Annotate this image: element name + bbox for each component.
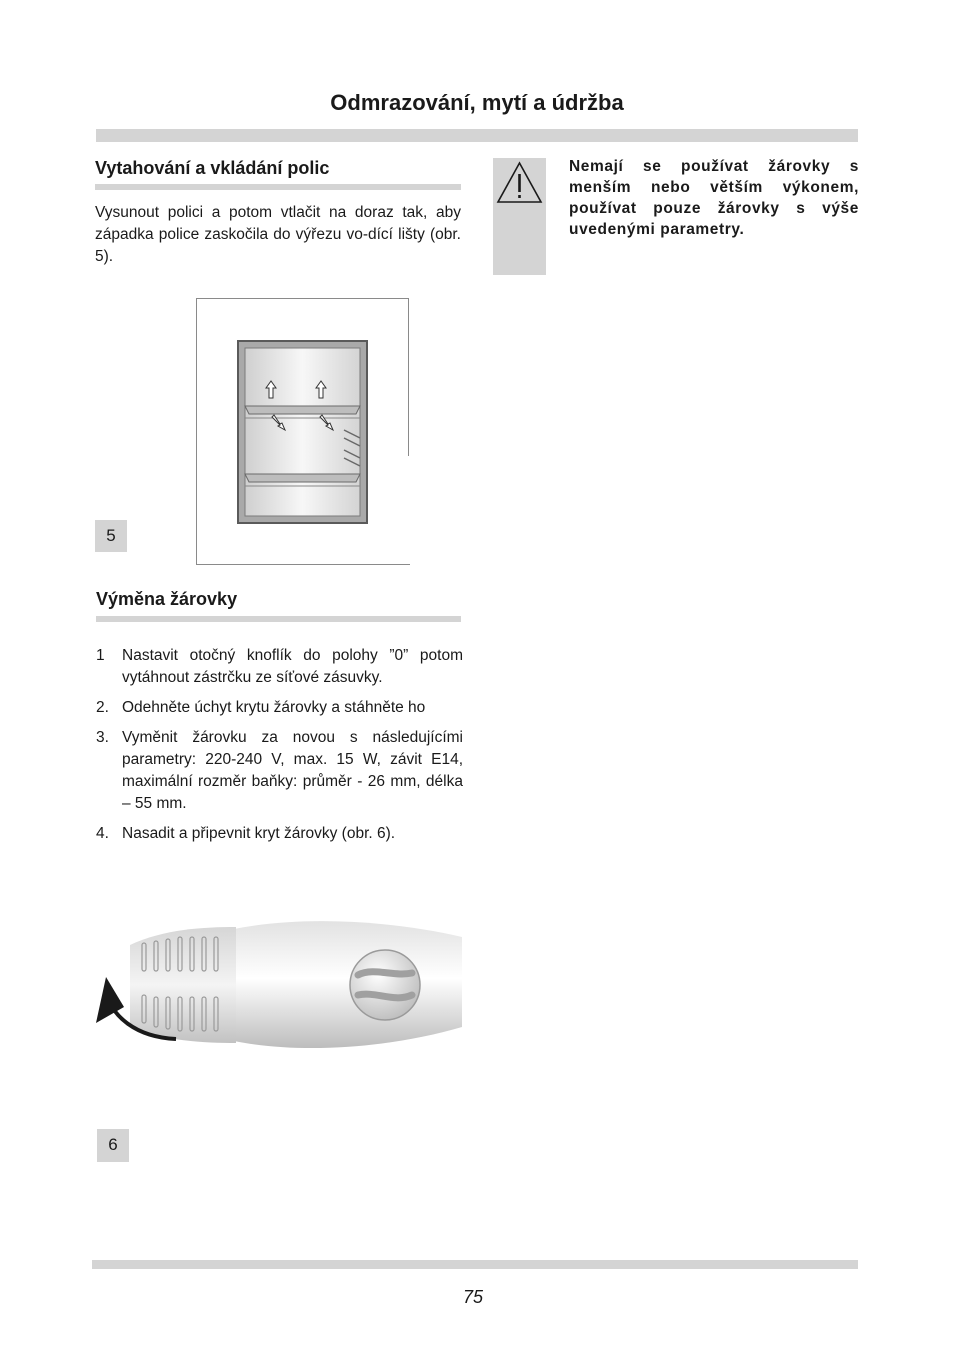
step-number: 1 [96,647,105,664]
shelves-text: Vysunout polici a potom vtlačit na doraz tak, aby západka police zaskočila do výřezu vo-dící lišty (obr. 5). [95,204,461,265]
step-text: Odehněte úchyt krytu žárovky a stáhněte ho [122,699,426,716]
step-number: 4. [96,825,109,842]
header-divider [96,129,858,142]
figure-number-6: 6 [97,1129,129,1162]
bulb-cover-illustration [94,915,466,1055]
step-text: Vyměnit žárovku za novou s následujícími parametry: 220-240 V, max. 15 W, závit E14, maximální rozměr baňky: průměr - 26 mm, délka – 55 mm. [122,729,463,812]
shelves-heading: Vytahování a vkládání polic [95,158,330,178]
bulb-steps-list [96,645,463,853]
footer-divider [92,1260,858,1269]
step-number: 2. [96,699,109,716]
page-number: 75 [462,1287,484,1307]
list-item [96,645,463,689]
step-number: 3. [96,729,109,746]
page-title: Odmrazování, mytí a údržba [330,90,624,115]
list-item [96,727,463,815]
fridge-shelves-illustration [196,298,410,565]
warning-text: Nemají se používat žárovky s menším nebo větším výkonem, používat pouze žárovky s výše uvedenými parametry. [569,158,859,238]
warning-box [493,158,546,275]
warning-triangle-icon [493,158,546,208]
bulb-heading: Výměna žárovky [96,589,238,609]
shelves-figure [196,298,410,565]
bulb-heading-underline [96,616,461,622]
list-item [96,697,463,719]
list-item [96,823,463,845]
bulb-cover-figure [94,915,466,1055]
shelves-heading-underline [95,184,461,190]
step-text: Nasadit a připevnit kryt žárovky (obr. 6). [122,825,396,842]
figure-number-5: 5 [95,520,127,552]
step-text: Nastavit otočný knoflík do polohy ”0” potom vytáhnout zástrčku ze síťové zásuvky. [122,647,463,686]
